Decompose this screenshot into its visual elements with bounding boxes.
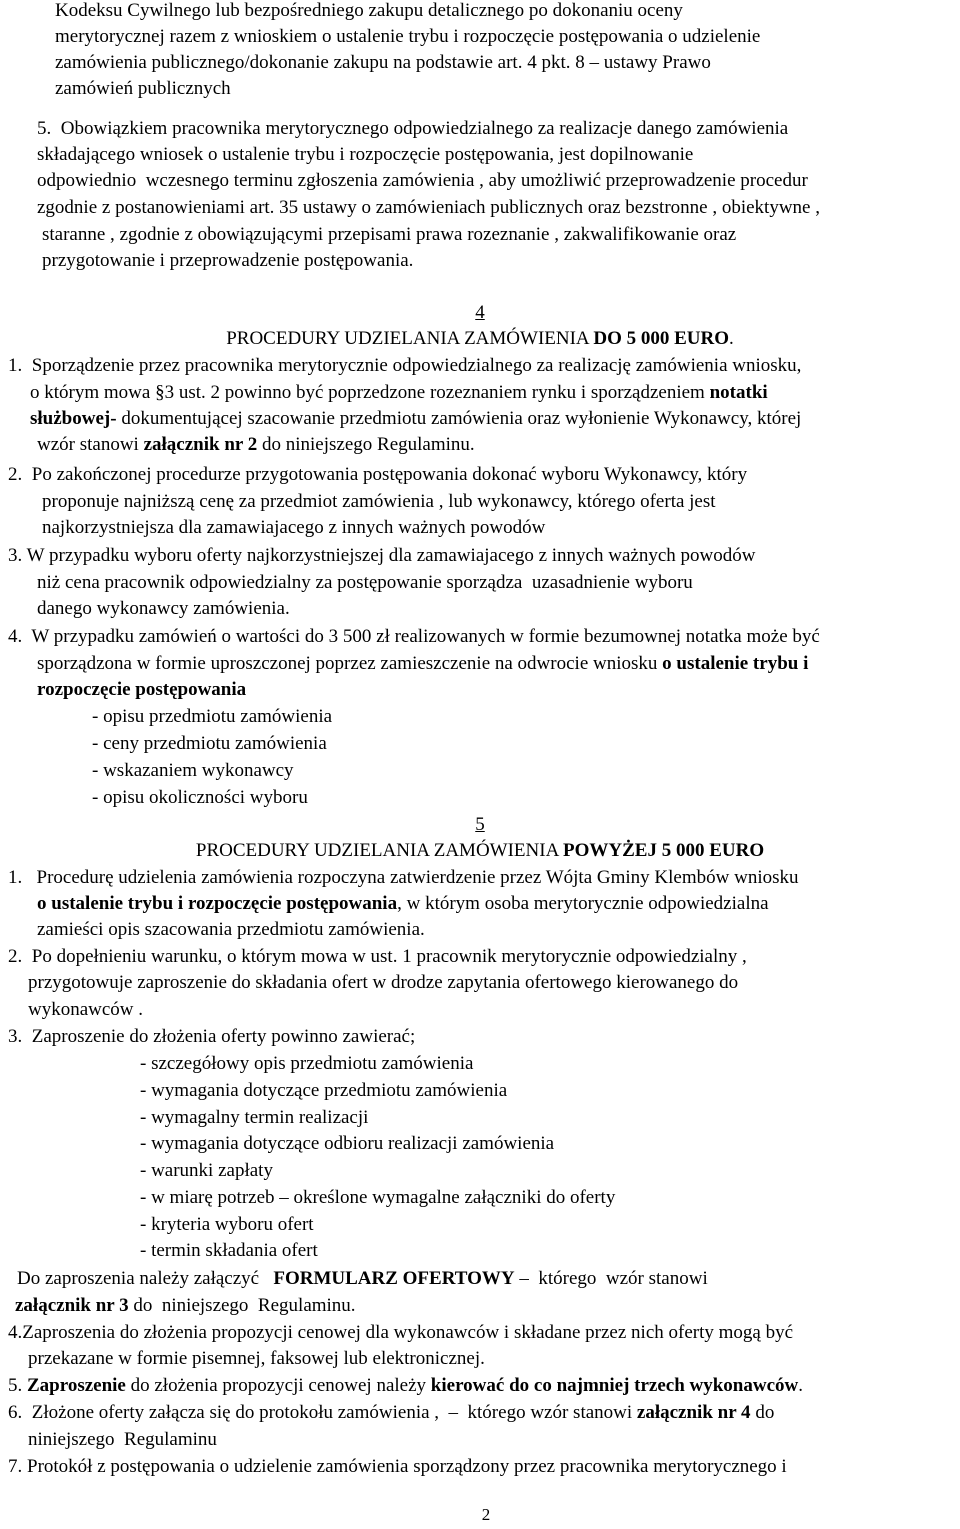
s5-item3-dash-8: - termin składania ofert: [140, 1240, 318, 1261]
intro-line-3: zamówienia publicznego/dokonanie zakupu na podstawie art. 4 pkt. 8 – ustawy Prawo: [55, 52, 711, 73]
s5-item5: 5. Zaproszenie do złożenia propozycji cenowej należy kierować do co najmniej trzech wykonawców.: [8, 1375, 804, 1396]
s4-item4-dash-4: - opisu okoliczności wyboru: [92, 787, 308, 808]
s4-item3-line-1: 3. W przypadku wyboru oferty najkorzystniejszej dla zamawiajacego z innych ważnych powodów: [8, 545, 756, 566]
s5-item3-form-line-1: Do zaproszenia należy załączyć FORMULARZ OFERTOWY – którego wzór stanowi: [17, 1268, 708, 1289]
s5-item1-line-2: o ustalenie trybu i rozpoczęcie postępowania, w którym osoba merytorycznie odpowiedzialna: [37, 893, 769, 914]
para5-line-2: składającego wniosek o ustalenie trybu i rozpoczęcie postępowania, jest dopilnowanie: [37, 144, 694, 165]
s4-item4-dash-3: - wskazaniem wykonawcy: [92, 760, 294, 781]
s5-item3-dash-2: - wymagania dotyczące przedmiotu zamówienia: [140, 1080, 508, 1101]
page-number: 2: [481, 1505, 491, 1524]
s5-item3-dash-3: - wymagalny termin realizacji: [140, 1107, 369, 1128]
s5-item6-line-2: niniejszego Regulaminu: [28, 1429, 217, 1450]
para5-line-6: przygotowanie i przeprowadzenie postępowania.: [42, 250, 414, 271]
s5-item2-line-1: 2. Po dopełnieniu warunku, o którym mowa w ust. 1 pracownik merytorycznie odpowiedzialny ,: [8, 946, 747, 967]
s5-item4-line-2: przekazane w formie pisemnej, faksowej lub elektronicznej.: [28, 1348, 485, 1369]
section-5-number: 5: [475, 814, 485, 835]
s5-item3-dash-6: - w miarę potrzeb – określone wymagalne załączniki do oferty: [140, 1187, 616, 1208]
para5-line-4: zgodnie z postanowieniami art. 35 ustawy o zamówieniach publicznych oraz bezstronne , obiektywne ,: [37, 197, 820, 218]
s5-item2-line-2: przygotowuje zaproszenie do składania ofert w drodze zapytania ofertowego kierowanego do: [28, 972, 739, 993]
section-4-number: 4: [475, 302, 485, 323]
intro-line-1: Kodeksu Cywilnego lub bezpośredniego zakupu detalicznego po dokonaniu oceny: [55, 0, 683, 21]
s4-item4-line-3: rozpoczęcie postępowania: [37, 679, 247, 700]
para5-line-1: 5. Obowiązkiem pracownika merytorycznego odpowiedzialnego za realizacje danego zamówienia: [37, 118, 789, 139]
s5-item1-line-3: zamieści opis szacowania przedmiotu zamówienia.: [37, 919, 425, 940]
section-5-title: PROCEDURY UDZIELANIA ZAMÓWIENIA POWYŻEJ 5 000 EURO: [195, 840, 765, 861]
s4-item2-line-2: proponuje najniższą cenę za przedmiot zamówienia , lub wykonawcy, którego oferta jest: [42, 491, 716, 512]
s4-item4-dash-1: - opisu przedmiotu zamówienia: [92, 706, 333, 727]
s5-item1-line-1: 1. Procedurę udzielenia zamówienia rozpoczyna zatwierdzenie przez Wójta Gminy Klembów wniosku: [8, 867, 799, 888]
s4-item1-line-1: 1. Sporządzenie przez pracownika merytorycznie odpowiedzialnego za realizację zamówienia wniosku,: [8, 355, 802, 376]
s4-item3-line-2: niż cena pracownik odpowiedzialny za postępowanie sporządza uzasadnienie wyboru: [37, 572, 693, 593]
s5-item7-line-1: 7. Protokół z postępowania o udzielenie zamówienia sporządzony przez pracownika merytorycznego i: [8, 1456, 787, 1477]
s5-item6-line-1: 6. Złożone oferty załącza się do protokołu zamówienia , – którego wzór stanowi załącznik nr 4 do: [8, 1402, 775, 1423]
intro-line-4: zamówień publicznych: [55, 78, 231, 99]
intro-line-2: merytorycznej razem z wnioskiem o ustalenie trybu i rozpoczęcie postępowania o udzielenie: [55, 26, 761, 47]
s5-item3-dash-1: - szczegółowy opis przedmiotu zamówienia: [140, 1053, 474, 1074]
s4-item1-line-2: o którym mowa §3 ust. 2 powinno być poprzedzone rozeznaniem rynku i sporządzeniem notatki: [30, 382, 768, 403]
s5-item4-line-1: 4.Zaproszenia do złożenia propozycji cenowej dla wykonawców i składane przez nich oferty mogą być: [8, 1322, 794, 1343]
s4-item4-dash-2: - ceny przedmiotu zamówienia: [92, 733, 327, 754]
s4-item1-line-3: służbowej- dokumentującej szacowanie przedmiotu zamówienia oraz wyłonienie Wykonawcy, której: [30, 408, 802, 429]
s5-item3-dash-7: - kryteria wyboru ofert: [140, 1214, 314, 1235]
s4-item3-line-3: danego wykonawcy zamówienia.: [37, 598, 290, 619]
para5-line-5: staranne , zgodnie z obowiązującymi przepisami prawa rozeznanie , zakwalifikowanie oraz: [42, 224, 737, 245]
s4-item2-line-1: 2. Po zakończonej procedurze przygotowania postępowania dokonać wyboru Wykonawcy, który: [8, 464, 748, 485]
s4-item1-line-4: wzór stanowi załącznik nr 2 do niniejszego Regulaminu.: [37, 434, 475, 455]
s4-item4-line-2: sporządzona w formie uproszczonej poprzez zamieszczenie na odwrocie wniosku o ustalenie trybu i: [37, 653, 809, 674]
s5-item3-form-line-2: załącznik nr 3 do niniejszego Regulaminu.: [15, 1295, 356, 1316]
s5-item3-dash-4: - wymagania dotyczące odbioru realizacji zamówienia: [140, 1133, 555, 1154]
s4-item4-line-1: 4. W przypadku zamówień o wartości do 3 500 zł realizowanych w formie bezumownej notatka może być: [8, 626, 820, 647]
para5-line-3: odpowiednio wczesnego terminu zgłoszenia zamówienia , aby umożliwić przeprowadzenie procedur: [37, 170, 808, 191]
s5-item3-dash-5: - warunki zapłaty: [140, 1160, 273, 1181]
s5-item3-line-1: 3. Zaproszenie do złożenia oferty powinno zawierać;: [8, 1026, 416, 1047]
s4-item2-line-3: najkorzystniejsza dla zamawiajacego z innych ważnych powodów: [42, 517, 546, 538]
section-4-title: PROCEDURY UDZIELANIA ZAMÓWIENIA DO 5 000 EURO.: [226, 328, 734, 349]
s5-item2-line-3: wykonawców .: [28, 999, 144, 1020]
